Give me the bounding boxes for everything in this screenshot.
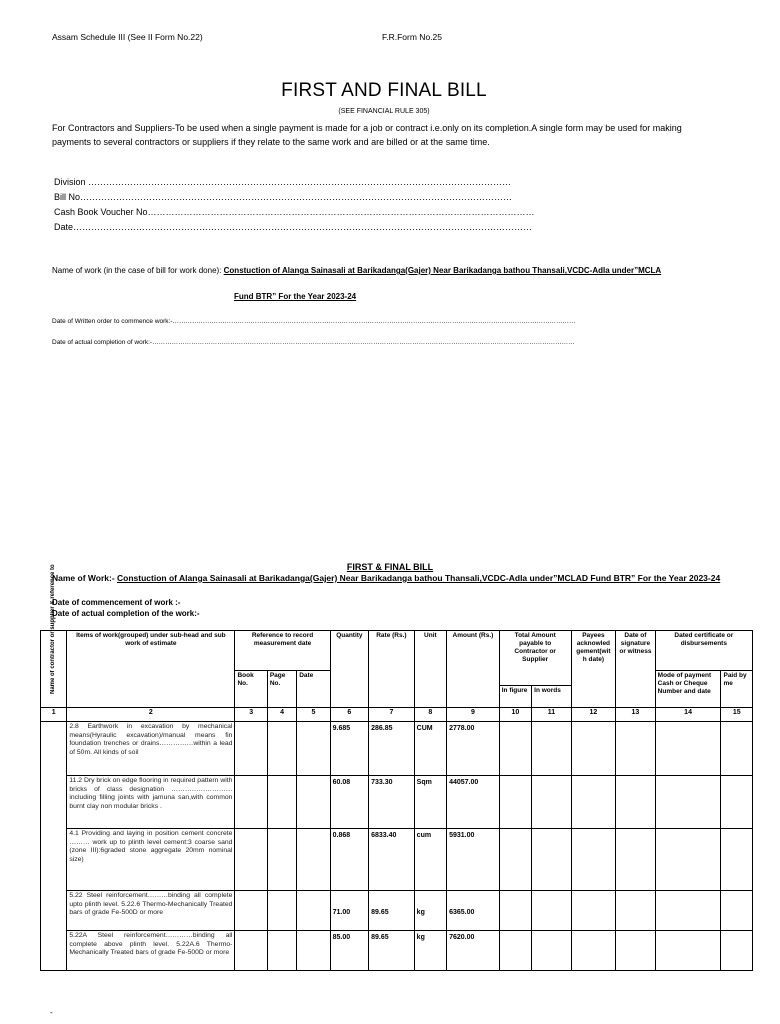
header-in-words: In words	[532, 686, 572, 708]
header-page-no: Page No.	[267, 671, 296, 708]
rate-cell: 733.30	[369, 776, 415, 829]
quantity-cell: 9.685	[330, 722, 368, 776]
col-number: 2	[67, 708, 235, 722]
header-total: Total Amount payable to Contractor or Supplier	[499, 631, 571, 686]
header-book-no: Book No.	[235, 671, 267, 708]
header-rate: Rate (Rs.)	[369, 631, 415, 708]
intro-paragraph: For Contractors and Suppliers-To be used when a single payment is made for a job or contract i.e.only on its completion.A single form may be used for making payments to several contractors or suppliers if they relate to the same work and are billed or at the same time.	[52, 123, 682, 147]
form-reference-right: F.R.Form No.25	[382, 32, 442, 42]
amount-cell: 7620.00	[447, 931, 500, 971]
footer-mark: -	[50, 1008, 53, 1017]
name-of-work-label: Name of work (in the case of bill for work done):	[52, 266, 222, 275]
rate-cell: 89.65	[369, 931, 415, 971]
col-number: 15	[721, 708, 753, 722]
section-work-value: Constuction of Alanga Sainasali at Barikadanga(Gajer) Near Barikadanga bathou Thansali,VCDC-Adla under”MCLAD Fund BTR” For the Year 2023-24	[117, 573, 721, 583]
completion-date: Date of actual completion of the work:-	[52, 609, 200, 618]
page-subtitle: (SEE FINANCIAL RULE 305)	[338, 108, 430, 115]
actual-completion-date: Date of actual completion of work:-……………………………………………………………………………………………………………………………………………………………………………	[52, 339, 575, 346]
item-description: 5.22 Steel reinforcement………binding all complete upto plinth level. 5.22.6 Thermo-Mechanically Treated bars of grade Fe-500D or more	[67, 891, 235, 931]
header-mode-payment: Mode of payment Cash or Cheque Number and date	[655, 671, 721, 708]
section-work-row	[52, 573, 720, 583]
header-paid-by: Paid by me	[721, 671, 753, 708]
rate-cell: 6833.40	[369, 829, 415, 891]
division-field: Division ……………………………………………………………………………………………………………………………	[54, 177, 512, 187]
item-description: 5.22A Steel reinforcement…………binding all complete above plinth level. 5.22A.6 Thermo-Mechanically Treated bars of grade Fe-500D or more	[67, 931, 235, 971]
quantity-cell: 71.00	[330, 891, 368, 931]
written-order-date: Date of Written order to commence work:-……………………………………………………………………………………………………………………………………………………………………	[52, 318, 576, 325]
unit-cell: kg	[414, 931, 446, 971]
amount-cell: 44057.00	[447, 776, 500, 829]
header-payees: Payees acknowled gement(wit h date)	[571, 631, 616, 708]
col-number: 10	[499, 708, 531, 722]
header-unit: Unit	[414, 631, 446, 708]
col-number: 8	[414, 708, 446, 722]
header-dated-certificate: Dated certificate or disbursements	[655, 631, 752, 671]
quantity-cell: 85.00	[330, 931, 368, 971]
header-items: Items of work(grouped) under sub-head and sub work of estimate	[67, 631, 235, 708]
item-description: 11.2 Dry brick on edge flooring in required pattern with bricks of class designation ………………………including filling joints with jamuna san,with common burnt clay non modular bricks .	[67, 776, 235, 829]
header-date-signature: Date of signature or witness	[616, 631, 655, 708]
table-row	[41, 931, 753, 971]
form-reference-left: Assam Schedule III (See II Form No.22)	[52, 32, 203, 42]
section-work-label: Name of Work:-	[52, 573, 115, 583]
col-number: 6	[330, 708, 368, 722]
cash-book-voucher-field: Cash Book Voucher No…………………………………………………………………………………………………………………	[54, 207, 535, 217]
header-amount: Amount (Rs.)	[447, 631, 500, 708]
rate-cell: 89.65	[369, 891, 415, 931]
quantity-cell: 0.868	[330, 829, 368, 891]
header-reference: Reference to record measurement date	[235, 631, 330, 671]
name-of-work-value-cont: Fund BTR” For the Year 2023-24	[234, 292, 357, 301]
amount-cell: 6365.00	[447, 891, 500, 931]
col-number: 11	[532, 708, 572, 722]
header-contractor: Name of contractor or supplier & reference to	[41, 631, 67, 708]
header-quantity: Quantity	[330, 631, 368, 708]
table-row	[41, 891, 753, 931]
col-number: 7	[369, 708, 415, 722]
item-description: 2.8 Earthwork in excavation by mechanical means(Hyraulic excavation)/manual means fin foundation trenches or drains……………within a lead of 50m. All kinds of soil	[67, 722, 235, 776]
unit-cell: CUM	[414, 722, 446, 776]
unit-cell: Sqm	[414, 776, 446, 829]
name-of-work-value: Constuction of Alanga Sainasali at Barikadanga(Gajer) Near Barikadanga bathou Thansali,VCDC-Adla under”MCLA	[223, 266, 662, 275]
unit-cell: kg	[414, 891, 446, 931]
name-of-work-row	[52, 266, 661, 275]
quantity-cell: 60.08	[330, 776, 368, 829]
bill-no-field: Bill No………………………………………………………………………………………………………………………………	[54, 192, 513, 202]
date-field: Date………………………………………………………………………………………………………………………………………	[54, 222, 533, 232]
amount-cell: 2778.00	[447, 722, 500, 776]
header-date: Date	[297, 671, 330, 708]
rate-cell: 286.85	[369, 722, 415, 776]
commencement-date: Date of commencement of work :-	[52, 598, 181, 607]
header-in-figure: In figure	[499, 686, 531, 708]
col-number: 3	[235, 708, 267, 722]
page-title: FIRST AND FINAL BILL	[281, 80, 487, 101]
table-row	[41, 776, 753, 829]
col-number: 5	[297, 708, 330, 722]
table-row	[41, 722, 753, 776]
col-number: 12	[571, 708, 616, 722]
amount-cell: 5931.00	[447, 829, 500, 891]
table-row	[41, 829, 753, 891]
col-number: 1	[41, 708, 67, 722]
unit-cell: cum	[414, 829, 446, 891]
contractor-cell	[41, 722, 67, 971]
col-number: 13	[616, 708, 655, 722]
section-title: FIRST & FINAL BILL	[346, 562, 434, 572]
item-description: 4.1 Providing and laying in position cement concrete ……… work up to plinth level cement:3 coarse sand (zone III):6graded stone aggregate 20mm nominal size)	[67, 829, 235, 891]
col-number: 4	[267, 708, 296, 722]
col-number: 14	[655, 708, 721, 722]
col-number: 9	[447, 708, 500, 722]
